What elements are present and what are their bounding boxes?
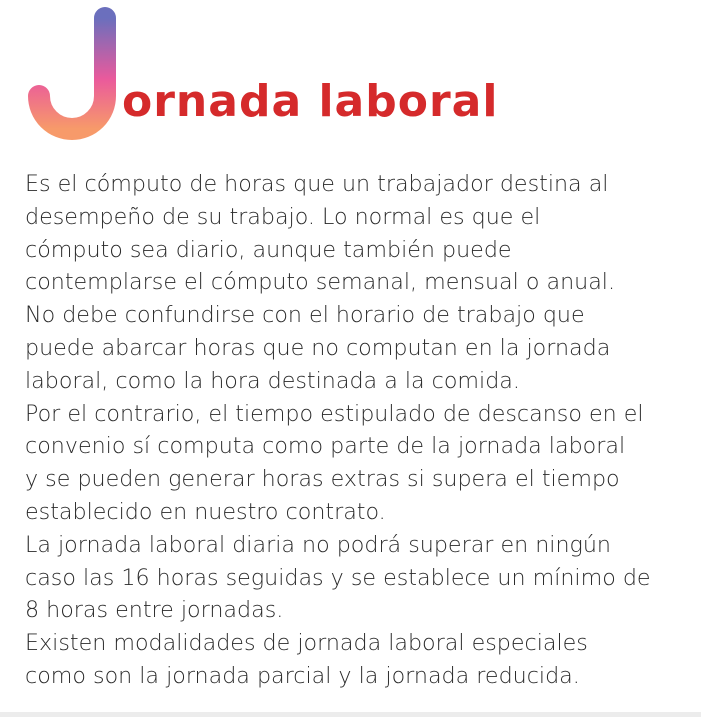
body-line: y se pueden generar horas extras si supera el tiempo — [25, 466, 620, 493]
j-letter-logo — [26, 6, 126, 142]
page-title: ornada laboral — [122, 76, 499, 127]
body-line: caso las 16 horas seguidas y se establece un mínimo de — [25, 564, 651, 591]
body-line: establecido en nuestro contrato. — [25, 498, 386, 525]
body-line: laboral, como la hora destinada a la comida. — [25, 367, 520, 394]
bottom-divider — [0, 712, 701, 717]
body-line: desempeño de su trabajo. Lo normal es que el — [25, 203, 541, 230]
body-line: Por el contrario, el tiempo estipulado de descanso en el — [25, 400, 644, 427]
body-line: No debe confundirse con el horario de trabajo que — [25, 302, 585, 329]
title-heading — [26, 6, 686, 146]
body-line: puede abarcar horas que no computan en la jornada — [25, 334, 611, 361]
body-line: contemplarse el cómputo semanal, mensual o anual. — [25, 269, 616, 296]
body-line: cómputo sea diario, aunque también puede — [25, 236, 512, 263]
body-line: Es el cómputo de horas que un trabajador destina al — [25, 171, 609, 197]
body-paragraph — [25, 168, 695, 693]
body-line: como son la jornada parcial y la jornada reducida. — [25, 662, 580, 689]
body-line: convenio sí computa como parte de la jornada laboral — [25, 433, 626, 460]
body-line: Existen modalidades de jornada laboral especiales — [25, 630, 588, 657]
body-line: 8 horas entre jornadas. — [25, 597, 284, 624]
body-line: La jornada laboral diaria no podrá superar en ningún — [25, 531, 611, 558]
